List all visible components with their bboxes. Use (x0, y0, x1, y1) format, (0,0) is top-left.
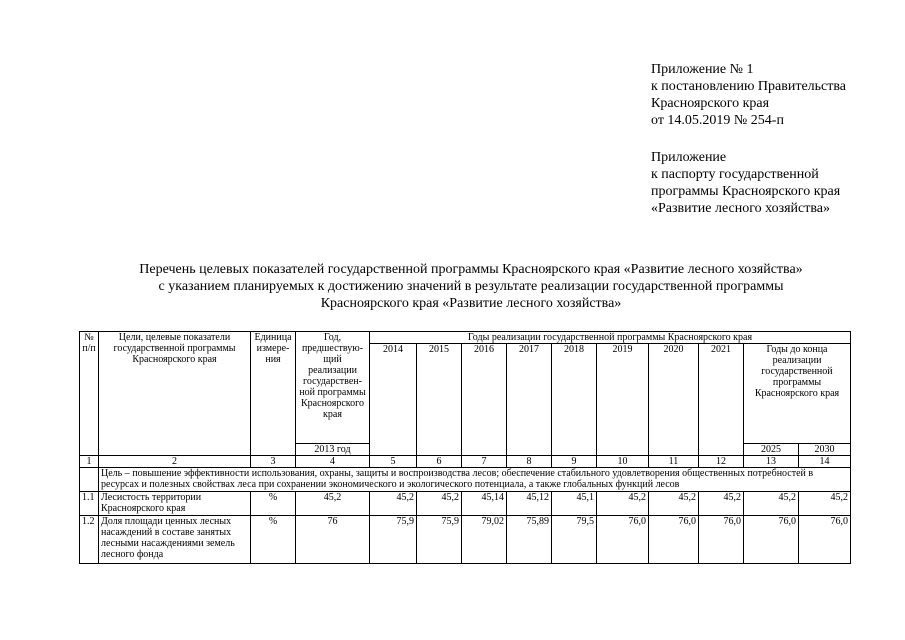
column-number: 2 (99, 456, 251, 468)
column-number: 3 (251, 456, 296, 468)
col-header-year: 2014 (370, 344, 417, 456)
column-number: 8 (507, 456, 552, 468)
title-line: Красноярского края «Развитие лесного хозяйства» (320, 296, 622, 311)
col-header-year: 2018 (552, 344, 597, 456)
goal-num-cell (80, 468, 99, 492)
column-number: 11 (649, 456, 699, 468)
row-base-value: 45,2 (296, 492, 370, 516)
row-value: 45,2 (597, 492, 649, 516)
document-title (80, 261, 862, 312)
passport-appendix-line: к паспорту государственной (651, 167, 819, 182)
row-unit: % (251, 492, 296, 516)
column-number: 4 (296, 456, 370, 468)
row-value: 75,9 (370, 516, 417, 564)
col-header-year: 2019 (597, 344, 649, 456)
row-num: 1.1 (80, 492, 99, 516)
col-header-year: 2015 (417, 344, 462, 456)
appendix-block (651, 61, 846, 129)
col-header-end-year: 2030 (799, 444, 851, 456)
appendix-line: Приложение № 1 (651, 62, 754, 77)
column-number: 12 (699, 456, 744, 468)
row-value: 45,2 (649, 492, 699, 516)
row-value: 79,5 (552, 516, 597, 564)
col-header-years-group: Годы реализации государственной программы Красноярского края (370, 332, 851, 344)
column-number: 10 (597, 456, 649, 468)
row-value: 76,0 (744, 516, 799, 564)
header-row (80, 332, 851, 344)
appendix-line: к постановлению Правительства (651, 79, 847, 94)
row-value: 45,2 (799, 492, 851, 516)
col-header-year: 2021 (699, 344, 744, 456)
col-header-year: 2020 (649, 344, 699, 456)
col-header-num: № п/п (80, 332, 99, 456)
column-number: 14 (799, 456, 851, 468)
column-number: 13 (744, 456, 799, 468)
col-header-end-group: Годы до конца реализации государственной программы Красноярского края (744, 344, 851, 444)
col-header-unit: Единица измере- ния (251, 332, 296, 456)
column-number: 5 (370, 456, 417, 468)
row-num: 1.2 (80, 516, 99, 564)
passport-appendix-block (651, 149, 840, 217)
table-row (80, 492, 851, 516)
row-value: 45,2 (417, 492, 462, 516)
goal-text: Цель – повышение эффективности использования, охраны, защиты и воспроизводства лесов; обеспечение стабильного удовлетворения общественных потребностей в ресурсах и полезных свойствах леса при сохранении экономического и экологического потенциала, а также глобальных функций лесов (99, 468, 851, 492)
col-header-end-year: 2025 (744, 444, 799, 456)
row-value: 76,0 (597, 516, 649, 564)
col-header-prev-year: Год, предшествую- щий реализации государствен- ной программы Красноярского края (296, 332, 370, 444)
column-number: 1 (80, 456, 99, 468)
passport-appendix-line: «Развитие лесного хозяйства» (651, 201, 831, 216)
title-line: Перечень целевых показателей государственной программы Красноярского края «Развитие лесного хозяйства» (139, 262, 803, 277)
row-value: 45,2 (744, 492, 799, 516)
column-number: 9 (552, 456, 597, 468)
table-row (80, 516, 851, 564)
col-header-prev-year-value: 2013 год (296, 444, 370, 456)
row-value: 76,0 (649, 516, 699, 564)
row-value: 75,89 (507, 516, 552, 564)
column-number: 7 (462, 456, 507, 468)
col-header-year: 2016 (462, 344, 507, 456)
passport-appendix-line: Приложение (651, 150, 727, 165)
row-value: 45,2 (699, 492, 744, 516)
row-value: 45,1 (552, 492, 597, 516)
row-indicator-name: Доля площади ценных лесных насаждений в составе занятых лесными насаждениями земель лесного фонда (99, 516, 251, 564)
col-header-year: 2017 (507, 344, 552, 456)
row-value: 76,0 (799, 516, 851, 564)
title-line: с указанием планируемых к достижению значений в результате реализации государственной программы (158, 279, 784, 294)
appendix-line: от 14.05.2019 № 254-п (651, 113, 784, 128)
row-indicator-name: Лесистость территории Красноярского края (99, 492, 251, 516)
row-base-value: 76 (296, 516, 370, 564)
row-value: 45,2 (370, 492, 417, 516)
appendix-line: Красноярского края (651, 96, 770, 111)
passport-appendix-line: программы Красноярского края (651, 184, 841, 199)
row-value: 75,9 (417, 516, 462, 564)
column-numbers-row (80, 456, 851, 468)
column-number: 6 (417, 456, 462, 468)
row-value: 45,12 (507, 492, 552, 516)
col-header-goal: Цели, целевые показатели государственной программы Красноярского края (99, 332, 251, 456)
row-value: 76,0 (699, 516, 744, 564)
indicators-table (79, 331, 851, 564)
goal-row (80, 468, 851, 492)
row-unit: % (251, 516, 296, 564)
row-value: 45,14 (462, 492, 507, 516)
row-value: 79,02 (462, 516, 507, 564)
